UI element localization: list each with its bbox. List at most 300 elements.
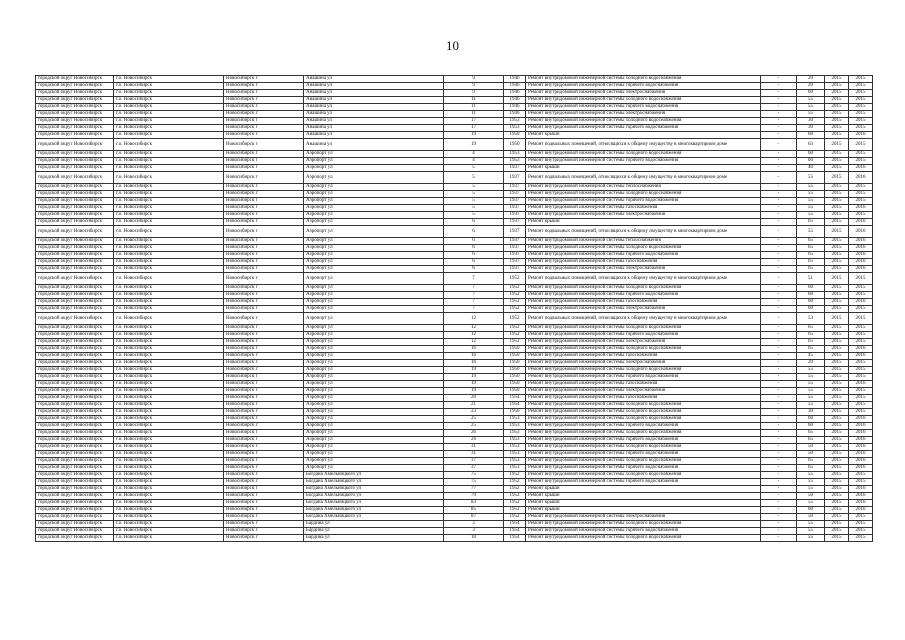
cell-street: Аэропорт ул [304, 266, 444, 273]
cell-street: Анашина ул [304, 76, 444, 83]
cell-cost: 55 [797, 226, 825, 238]
cell-build-year: 1950 [504, 353, 526, 360]
cell-district: г.о. Новосибирск [114, 292, 224, 299]
cell-repair-type: Ремонт внутридомовой инженерной системы холодного водоснабжения [526, 521, 761, 528]
cell-cost: 60 [797, 416, 825, 423]
cell-note: - [761, 259, 797, 266]
cell-note: - [761, 451, 797, 458]
cell-city: Новосибирск г [224, 374, 304, 381]
cell-street: Бардина ул [304, 535, 444, 542]
cell-city: Новосибирск г [224, 500, 304, 507]
cell-end-year: 2016 [849, 486, 873, 493]
cell-build-year: 1953 [504, 430, 526, 437]
cell-municipality: городской округ Новосибирск [36, 165, 114, 172]
cell-street: Аэропорт ул [304, 184, 444, 191]
table-row [36, 132, 873, 139]
cell-build-year: 1953 [504, 451, 526, 458]
cell-end-year: 2016 [849, 381, 873, 388]
table-row [36, 409, 873, 416]
cell-start-year: 2015 [825, 111, 849, 118]
cell-house-number: 4 [444, 158, 504, 165]
cell-note: - [761, 184, 797, 191]
cell-house-number: 75 [444, 479, 504, 486]
cell-repair-type: Ремонт подвальных помещений, относящихся к общему имуществу в многоквартирном доме [526, 313, 761, 325]
cell-end-year: 2016 [849, 444, 873, 451]
cell-repair-type: Ремонт внутридомовой инженерной системы электроснабжения [526, 111, 761, 118]
cell-end-year: 2015 [849, 158, 873, 165]
cell-cost: 40 [797, 165, 825, 172]
table-row [36, 360, 873, 367]
cell-build-year: 1954 [504, 535, 526, 542]
cell-house-number: 12 [444, 332, 504, 339]
cell-city: Новосибирск г [224, 416, 304, 423]
cell-repair-type: Ремонт внутридомовой инженерной системы холодного водоснабжения [526, 346, 761, 353]
table-row [36, 402, 873, 409]
cell-cost: 55 [797, 205, 825, 212]
cell-end-year: 2015 [849, 273, 873, 285]
cell-end-year: 2015 [849, 104, 873, 111]
cell-municipality: городской округ Новосибирск [36, 332, 114, 339]
cell-start-year: 2015 [825, 245, 849, 252]
cell-build-year: 1950 [504, 367, 526, 374]
cell-city: Новосибирск г [224, 306, 304, 313]
cell-street: Аэропорт ул [304, 325, 444, 332]
cell-build-year: 1953 [504, 118, 526, 125]
cell-start-year: 2015 [825, 266, 849, 273]
cell-municipality: городской округ Новосибирск [36, 97, 114, 104]
cell-cost: 65 [797, 266, 825, 273]
cell-city: Новосибирск г [224, 493, 304, 500]
cell-municipality: городской округ Новосибирск [36, 191, 114, 198]
table-row [36, 367, 873, 374]
cell-district: г.о. Новосибирск [114, 360, 224, 367]
cell-street: Анашина ул [304, 125, 444, 132]
table-row [36, 381, 873, 388]
cell-house-number: 16 [444, 353, 504, 360]
cell-end-year: 2015 [849, 528, 873, 535]
table-row [36, 374, 873, 381]
cell-house-number: 6 [444, 252, 504, 259]
cell-municipality: городской округ Новосибирск [36, 273, 114, 285]
cell-house-number: 85 [444, 507, 504, 514]
cell-end-year: 2015 [849, 292, 873, 299]
cell-build-year: 1954 [504, 528, 526, 535]
cell-district: г.о. Новосибирск [114, 458, 224, 465]
cell-repair-type: Ремонт внутридомовой инженерной системы горячего водоснабжения [526, 423, 761, 430]
cell-city: Новосибирск г [224, 381, 304, 388]
cell-repair-type: Ремонт подвальных помещений, относящихся к общему имуществу в многоквартирном доме [526, 172, 761, 184]
cell-street: Анашина ул [304, 139, 444, 151]
cell-municipality: городской округ Новосибирск [36, 353, 114, 360]
cell-street: Аэропорт ул [304, 367, 444, 374]
cell-repair-type: Ремонт внутридомовой инженерной системы горячего водоснабжения [526, 158, 761, 165]
cell-repair-type: Ремонт внутридомовой инженерной системы газоснабжения [526, 259, 761, 266]
cell-start-year: 2015 [825, 165, 849, 172]
cell-note: - [761, 172, 797, 184]
cell-district: г.о. Новосибирск [114, 521, 224, 528]
cell-repair-type: Ремонт внутридомовой инженерной системы электроснабжения [526, 212, 761, 219]
cell-cost: 60 [797, 285, 825, 292]
cell-start-year: 2015 [825, 191, 849, 198]
cell-street: Анашина ул [304, 83, 444, 90]
cell-municipality: городской округ Новосибирск [36, 219, 114, 226]
table-row [36, 486, 873, 493]
cell-municipality: городской округ Новосибирск [36, 395, 114, 402]
cell-start-year: 2015 [825, 104, 849, 111]
cell-cost: 65 [797, 465, 825, 472]
cell-city: Новосибирск г [224, 423, 304, 430]
cell-start-year: 2015 [825, 238, 849, 245]
cell-city: Новосибирск г [224, 514, 304, 521]
cell-build-year: 1950 [504, 346, 526, 353]
cell-start-year: 2015 [825, 292, 849, 299]
cell-note: - [761, 486, 797, 493]
cell-municipality: городской округ Новосибирск [36, 465, 114, 472]
cell-municipality: городской округ Новосибирск [36, 313, 114, 325]
cell-cost: 20 [797, 360, 825, 367]
cell-city: Новосибирск г [224, 479, 304, 486]
cell-district: г.о. Новосибирск [114, 500, 224, 507]
cell-municipality: городской округ Новосибирск [36, 360, 114, 367]
cell-note: - [761, 266, 797, 273]
cell-municipality: городской округ Новосибирск [36, 514, 114, 521]
cell-start-year: 2015 [825, 437, 849, 444]
cell-note: - [761, 479, 797, 486]
cell-street: Аэропорт ул [304, 252, 444, 259]
table-row [36, 339, 873, 346]
cell-street: Аэропорт ул [304, 219, 444, 226]
cell-build-year: 1946 [504, 111, 526, 118]
table-row [36, 292, 873, 299]
cell-house-number: 6 [444, 266, 504, 273]
cell-end-year: 2015 [849, 325, 873, 332]
cell-repair-type: Ремонт крыши [526, 500, 761, 507]
cell-start-year: 2015 [825, 158, 849, 165]
cell-repair-type: Ремонт внутридомовой инженерной системы горячего водоснабжения [526, 104, 761, 111]
cell-cost: 55 [797, 528, 825, 535]
cell-house-number: 31 [444, 444, 504, 451]
cell-repair-type: Ремонт внутридомовой инженерной системы горячего водоснабжения [526, 528, 761, 535]
cell-city: Новосибирск г [224, 353, 304, 360]
cell-house-number: 37 [444, 465, 504, 472]
cell-district: г.о. Новосибирск [114, 139, 224, 151]
cell-end-year: 2016 [849, 205, 873, 212]
cell-end-year: 2016 [849, 172, 873, 184]
cell-start-year: 2015 [825, 486, 849, 493]
cell-build-year: 1956 [504, 409, 526, 416]
cell-cost: 30 [797, 125, 825, 132]
cell-district: г.о. Новосибирск [114, 437, 224, 444]
cell-street: Аэропорт ул [304, 238, 444, 245]
cell-repair-type: Ремонт крыши [526, 219, 761, 226]
cell-district: г.о. Новосибирск [114, 125, 224, 132]
cell-cost: 50 [797, 514, 825, 521]
cell-build-year: 1937 [504, 259, 526, 266]
cell-build-year: 1952 [504, 479, 526, 486]
cell-city: Новосибирск г [224, 252, 304, 259]
cell-district: г.о. Новосибирск [114, 172, 224, 184]
cell-street: Аэропорт ул [304, 285, 444, 292]
cell-note: - [761, 90, 797, 97]
cell-house-number: 19 [444, 139, 504, 151]
cell-street: Анашина ул [304, 90, 444, 97]
cell-cost: 65 [797, 332, 825, 339]
cell-street: Аэропорт ул [304, 226, 444, 238]
cell-repair-type: Ремонт подвальных помещений, относящихся к общему имуществу в многоквартирном доме [526, 139, 761, 151]
cell-cost: 55 [797, 111, 825, 118]
cell-end-year: 2016 [849, 451, 873, 458]
cell-house-number: 6 [444, 245, 504, 252]
table-row [36, 219, 873, 226]
cell-end-year: 2016 [849, 465, 873, 472]
cell-street: Аэропорт ул [304, 451, 444, 458]
cell-house-number: 9 [444, 90, 504, 97]
cell-build-year: 1946 [504, 76, 526, 83]
cell-house-number: 19 [444, 374, 504, 381]
cell-note: - [761, 374, 797, 381]
cell-house-number: 4 [444, 151, 504, 158]
cell-district: г.о. Новосибирск [114, 219, 224, 226]
page-number: 10 [446, 38, 459, 53]
cell-build-year: 1952 [504, 313, 526, 325]
cell-start-year: 2015 [825, 332, 849, 339]
cell-city: Новосибирск г [224, 259, 304, 266]
cell-start-year: 2015 [825, 259, 849, 266]
cell-municipality: городской округ Новосибирск [36, 104, 114, 111]
cell-note: - [761, 132, 797, 139]
table-row [36, 165, 873, 172]
cell-repair-type: Ремонт внутридомовой инженерной системы горячего водоснабжения [526, 292, 761, 299]
cell-house-number: 5 [444, 205, 504, 212]
cell-municipality: городской округ Новосибирск [36, 125, 114, 132]
table-row [36, 83, 873, 90]
table-row [36, 151, 873, 158]
cell-note: - [761, 409, 797, 416]
cell-end-year: 2016 [849, 416, 873, 423]
cell-repair-type: Ремонт внутридомовой инженерной системы теплоснабжения [526, 238, 761, 245]
table-row [36, 388, 873, 395]
cell-street: Аэропорт ул [304, 353, 444, 360]
cell-start-year: 2015 [825, 451, 849, 458]
table-row [36, 528, 873, 535]
cell-repair-type: Ремонт внутридомовой инженерной системы газоснабжения [526, 205, 761, 212]
table-row [36, 245, 873, 252]
cell-build-year: 1952 [504, 299, 526, 306]
cell-end-year: 2016 [849, 299, 873, 306]
cell-end-year: 2015 [849, 285, 873, 292]
cell-note: - [761, 388, 797, 395]
cell-note: - [761, 198, 797, 205]
cell-house-number: 5 [444, 172, 504, 184]
cell-street: Аэропорт ул [304, 339, 444, 346]
cell-end-year: 2016 [849, 458, 873, 465]
cell-city: Новосибирск г [224, 219, 304, 226]
cell-repair-type: Ремонт внутридомовой инженерной системы электроснабжения [526, 339, 761, 346]
cell-build-year: 1954 [504, 395, 526, 402]
cell-start-year: 2015 [825, 299, 849, 306]
cell-street: Аэропорт ул [304, 299, 444, 306]
cell-district: г.о. Новосибирск [114, 416, 224, 423]
cell-street: Аэропорт ул [304, 416, 444, 423]
cell-start-year: 2015 [825, 219, 849, 226]
cell-repair-type: Ремонт внутридомовой инженерной системы горячего водоснабжения [526, 437, 761, 444]
cell-start-year: 2015 [825, 273, 849, 285]
cell-note: - [761, 528, 797, 535]
cell-build-year: 1937 [504, 219, 526, 226]
cell-municipality: городской округ Новосибирск [36, 306, 114, 313]
table-row [36, 212, 873, 219]
cell-street: Аэропорт ул [304, 205, 444, 212]
cell-cost: 65 [797, 245, 825, 252]
cell-start-year: 2015 [825, 198, 849, 205]
cell-repair-type: Ремонт подвальных помещений, относящихся к общему имуществу в многоквартирном доме [526, 273, 761, 285]
cell-city: Новосибирск г [224, 472, 304, 479]
cell-municipality: городской округ Новосибирск [36, 172, 114, 184]
cell-municipality: городской округ Новосибирск [36, 252, 114, 259]
cell-start-year: 2015 [825, 514, 849, 521]
cell-district: г.о. Новосибирск [114, 104, 224, 111]
cell-municipality: городской округ Новосибирск [36, 151, 114, 158]
cell-street: Аэропорт ул [304, 430, 444, 437]
cell-house-number: 5 [444, 184, 504, 191]
cell-street: Аэропорт ул [304, 437, 444, 444]
cell-house-number: 6 [444, 259, 504, 266]
table-row [36, 458, 873, 465]
cell-cost: 45 [797, 353, 825, 360]
cell-house-number: 79 [444, 493, 504, 500]
cell-district: г.о. Новосибирск [114, 132, 224, 139]
cell-start-year: 2015 [825, 528, 849, 535]
cell-street: Аэропорт ул [304, 313, 444, 325]
cell-repair-type: Ремонт внутридомовой инженерной системы холодного водоснабжения [526, 325, 761, 332]
cell-build-year: 1953 [504, 444, 526, 451]
table-row [36, 104, 873, 111]
cell-note: - [761, 151, 797, 158]
cell-municipality: городской округ Новосибирск [36, 292, 114, 299]
cell-start-year: 2015 [825, 285, 849, 292]
cell-end-year: 2015 [849, 402, 873, 409]
cell-note: - [761, 83, 797, 90]
cell-street: Богдана Хмельницкого ул [304, 479, 444, 486]
cell-city: Новосибирск г [224, 299, 304, 306]
cell-municipality: городской округ Новосибирск [36, 486, 114, 493]
cell-municipality: городской округ Новосибирск [36, 226, 114, 238]
cell-build-year: 1952 [504, 273, 526, 285]
cell-start-year: 2015 [825, 172, 849, 184]
cell-district: г.о. Новосибирск [114, 472, 224, 479]
cell-municipality: городской округ Новосибирск [36, 458, 114, 465]
cell-start-year: 2015 [825, 360, 849, 367]
cell-start-year: 2015 [825, 151, 849, 158]
cell-street: Аэропорт ул [304, 374, 444, 381]
cell-note: - [761, 444, 797, 451]
cell-note: - [761, 306, 797, 313]
table-row [36, 416, 873, 423]
cell-cost: 55 [797, 402, 825, 409]
cell-note: - [761, 402, 797, 409]
cell-city: Новосибирск г [224, 205, 304, 212]
cell-municipality: городской округ Новосибирск [36, 367, 114, 374]
cell-house-number: 10 [444, 535, 504, 542]
cell-cost: 55 [797, 500, 825, 507]
cell-district: г.о. Новосибирск [114, 388, 224, 395]
table-row [36, 423, 873, 430]
cell-city: Новосибирск г [224, 437, 304, 444]
cell-repair-type: Ремонт внутридомовой инженерной системы холодного водоснабжения [526, 409, 761, 416]
cell-end-year: 2015 [849, 191, 873, 198]
table-row [36, 472, 873, 479]
cell-street: Аэропорт ул [304, 388, 444, 395]
cell-municipality: городской округ Новосибирск [36, 76, 114, 83]
cell-house-number: 19 [444, 388, 504, 395]
cell-build-year: 1946 [504, 104, 526, 111]
cell-end-year: 2015 [849, 374, 873, 381]
cell-municipality: городской округ Новосибирск [36, 158, 114, 165]
cell-start-year: 2015 [825, 132, 849, 139]
cell-repair-type: Ремонт внутридомовой инженерной системы горячего водоснабжения [526, 125, 761, 132]
table-row [36, 226, 873, 238]
cell-municipality: городской округ Новосибирск [36, 205, 114, 212]
cell-municipality: городской округ Новосибирск [36, 198, 114, 205]
cell-house-number: 19 [444, 381, 504, 388]
cell-city: Новосибирск г [224, 528, 304, 535]
cell-end-year: 2015 [849, 212, 873, 219]
table-row [36, 172, 873, 184]
cell-cost: 60 [797, 132, 825, 139]
cell-district: г.о. Новосибирск [114, 158, 224, 165]
cell-end-year: 2016 [849, 493, 873, 500]
cell-street: Анашина ул [304, 104, 444, 111]
cell-note: - [761, 395, 797, 402]
cell-house-number: 5 [444, 191, 504, 198]
cell-repair-type: Ремонт внутридомовой инженерной системы холодного водоснабжения [526, 416, 761, 423]
cell-city: Новосибирск г [224, 339, 304, 346]
cell-end-year: 2016 [849, 266, 873, 273]
cell-repair-type: Ремонт внутридомовой инженерной системы холодного водоснабжения [526, 285, 761, 292]
cell-house-number: 6 [444, 219, 504, 226]
cell-start-year: 2015 [825, 381, 849, 388]
cell-cost: 55 [797, 521, 825, 528]
table-row [36, 479, 873, 486]
cell-repair-type: Ремонт крыши [526, 132, 761, 139]
cell-house-number: 25 [444, 423, 504, 430]
cell-cost: 60 [797, 423, 825, 430]
cell-note: - [761, 219, 797, 226]
cell-district: г.о. Новосибирск [114, 367, 224, 374]
cell-house-number: 11 [444, 111, 504, 118]
cell-note: - [761, 423, 797, 430]
cell-district: г.о. Новосибирск [114, 535, 224, 542]
cell-end-year: 2015 [849, 360, 873, 367]
table-row [36, 430, 873, 437]
cell-end-year: 2015 [849, 90, 873, 97]
cell-end-year: 2015 [849, 388, 873, 395]
cell-district: г.о. Новосибирск [114, 299, 224, 306]
cell-cost: 55 [797, 184, 825, 191]
cell-street: Аэропорт ул [304, 423, 444, 430]
cell-start-year: 2015 [825, 339, 849, 346]
cell-city: Новосибирск г [224, 184, 304, 191]
table-row [36, 507, 873, 514]
cell-build-year: 1952 [504, 285, 526, 292]
cell-district: г.о. Новосибирск [114, 444, 224, 451]
table-row [36, 465, 873, 472]
cell-cost: 20 [797, 76, 825, 83]
cell-repair-type: Ремонт внутридомовой инженерной системы газоснабжения [526, 353, 761, 360]
cell-street: Богдана Хмельницкого ул [304, 486, 444, 493]
cell-end-year: 2015 [849, 97, 873, 104]
cell-build-year: 1937 [504, 226, 526, 238]
